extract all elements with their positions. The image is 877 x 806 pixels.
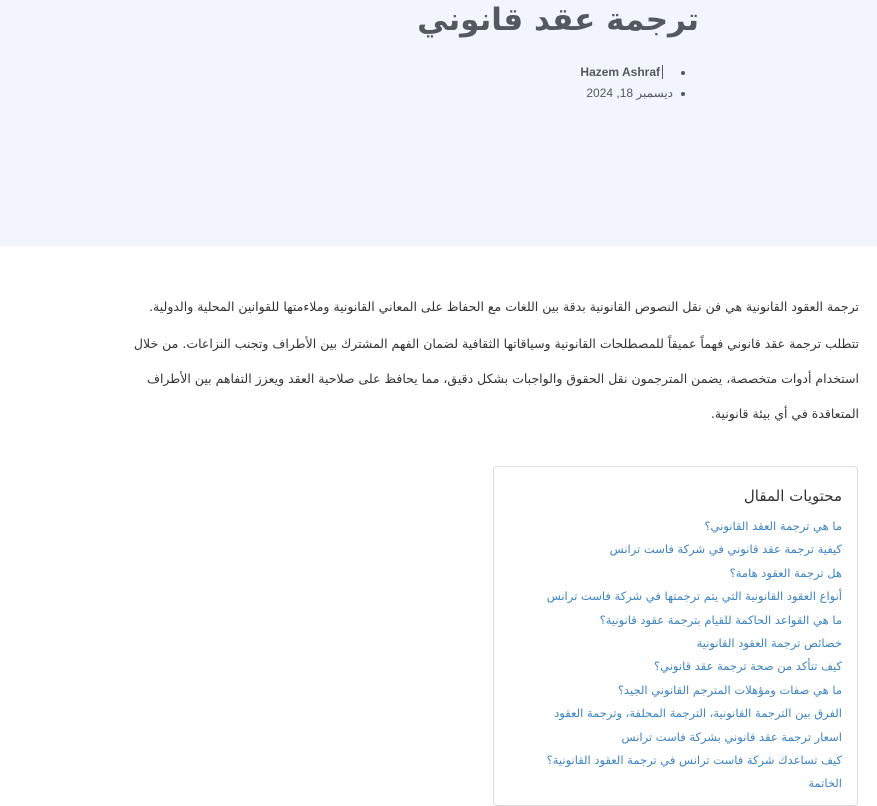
toc-link[interactable]: ما هي صفات ومؤهلات المترجم القانوني الجيد؟ [617, 682, 842, 697]
toc-list-item [504, 513, 842, 536]
toc-list-item [504, 653, 842, 676]
toc-title: محتويات المقال [743, 487, 842, 505]
toc-list-item [504, 677, 842, 700]
post-author[interactable]: Hazem Ashraf [580, 65, 663, 79]
toc-list-item [504, 536, 842, 559]
toc-list-item [504, 770, 842, 793]
intro-paragraph-1: ترجمة العقود القانونية هي فن نقل النصوص القانونية بدقة بين اللغات مع الحفاظ على المعاني القانونية وملاءمتها للقوانين المحلية والدولية. [149, 299, 859, 314]
toc-link[interactable]: اسعار ترجمة عقد قانوني بشركة فاست ترانس [621, 729, 842, 744]
post-author-item [580, 62, 685, 83]
post-date: ديسمبر 18, 2024 [586, 86, 673, 100]
toc-list-item [504, 747, 842, 770]
toc-list-item [504, 630, 842, 653]
toc-link[interactable]: الفرق بين الترجمة القانونية، الترجمة المحلفة، وترجمة العقود [554, 706, 842, 721]
post-title: ترجمة عقد قانوني [417, 2, 699, 38]
toc-list [504, 513, 842, 794]
toc-link[interactable]: كيف تتأكد من صحة ترجمة عقد قانوني؟ [654, 659, 842, 674]
toc-link[interactable]: خصائص ترجمة العقود القانونية [696, 635, 842, 650]
article-intro [19, 292, 859, 431]
post-meta [580, 62, 685, 104]
toc-link[interactable]: كيفية ترجمة عقد قانوني في شركة فاست ترانس [609, 542, 842, 557]
post-date-item [580, 83, 685, 104]
toc-link[interactable]: هل ترجمة العقود هامة؟ [729, 565, 842, 580]
toc-list-item [504, 724, 842, 747]
toc-list-item [504, 583, 842, 606]
toc-list-item [504, 560, 842, 583]
toc-link[interactable]: ما هي ترجمة العقد القانوني؟ [704, 519, 842, 533]
intro-paragraph-2-line-1: تتطلب ترجمة عقد قانوني فهماً عميقاً للمصطلحات القانونية وسياقاتها الثقافية لضمان الفهم المشترك بين الأطراف وتجنب النزاعات. من خلال [133, 336, 859, 351]
table-of-contents [493, 466, 858, 806]
toc-link[interactable]: أنواع العقود القانونية التي يتم ترجمتها في شركة فاست ترانس [546, 589, 842, 604]
toc-list-item [504, 607, 842, 630]
post-hero [0, 0, 877, 246]
toc-link[interactable]: الخاتمة [808, 776, 842, 791]
toc-link[interactable]: كيف تساعدك شركة فاست ترانس في ترجمة العقود القانونية؟ [546, 752, 842, 767]
intro-paragraph-2-line-3: المتعاقدة في أي بيئة قانونية. [710, 406, 859, 421]
toc-list-item [504, 700, 842, 723]
intro-paragraph-2-line-2: استخدام أدوات متخصصة، يضمن المترجمون نقل الحقوق والواجبات بشكل دقيق، مما يحافظ على صلاحية العقد ويعزز التفاهم بين الأطراف [146, 371, 859, 386]
toc-link[interactable]: ما هي القواعد الحاكمة للقيام بترجمة عقود قانونية؟ [599, 612, 842, 627]
intro-paragraph-2 [19, 326, 859, 431]
